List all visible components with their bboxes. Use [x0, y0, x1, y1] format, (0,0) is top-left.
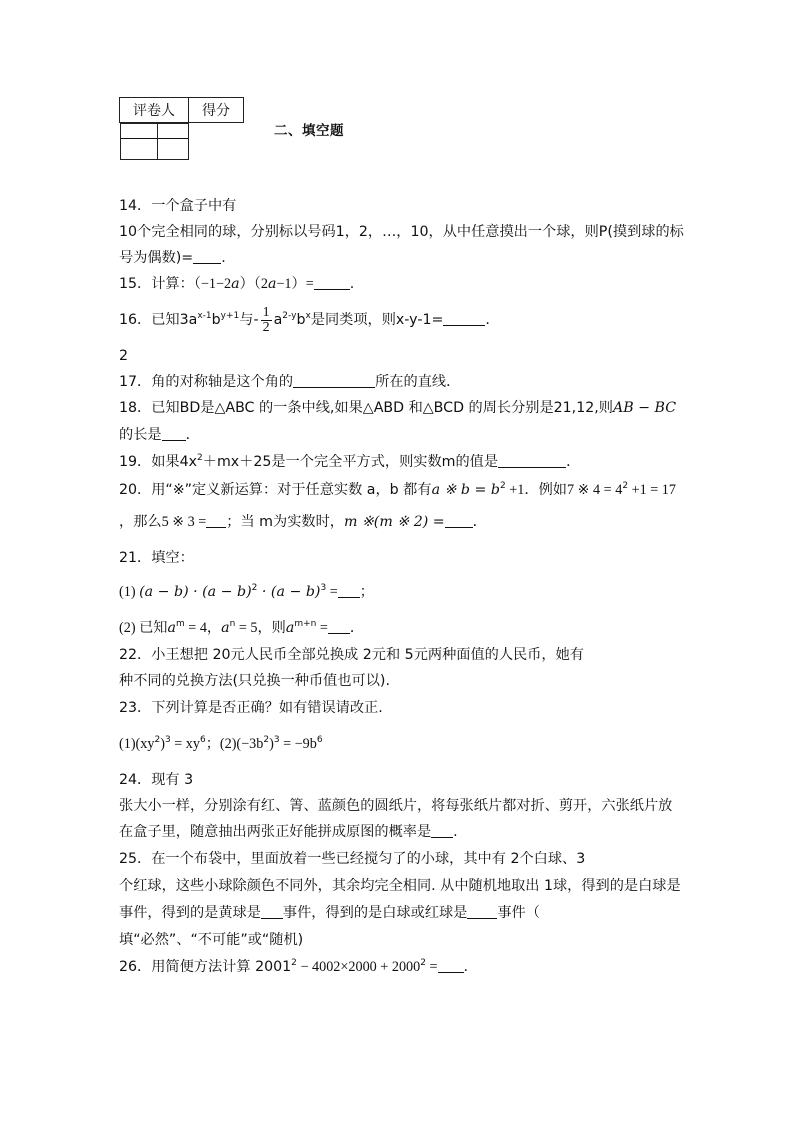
q22-line2: 种不同的兑换方法(只兑换一种币值也可以).: [119, 673, 390, 689]
q21-p1-label: (1): [119, 584, 140, 600]
q19-text-a: 19．如果4x: [119, 454, 198, 470]
q24-period: .: [453, 824, 458, 840]
q23-part1-b: ): [160, 736, 165, 752]
q25-text-c: 事件（: [497, 905, 540, 921]
q20-example: 7 ※ 4 = 4: [566, 482, 623, 498]
q21-p2-label: (2) 已知: [119, 620, 168, 636]
q23-exp1: 2: [154, 735, 161, 745]
q23-part2-b: ): [269, 736, 274, 752]
q23-line2: [119, 734, 323, 754]
q16-text-e: b: [296, 312, 306, 328]
q21-p1-eq: =: [326, 584, 338, 600]
q15-var-a: a: [231, 276, 240, 292]
q26-exp2: 2: [420, 958, 426, 968]
q21-p2-exp2: n: [229, 619, 236, 629]
q21-p2-eq: =: [316, 620, 328, 636]
q23-exp2: 3: [164, 735, 171, 745]
q21-p2-exp1: m: [175, 619, 185, 629]
q15-text-g: −1）=: [276, 276, 314, 292]
q15-period: .: [349, 276, 355, 292]
q21-title: 21．填空：: [119, 550, 194, 566]
q25-answer-blank-2: [467, 903, 497, 919]
q23-exp4: 2: [263, 735, 270, 745]
q19-text-b: ＋mx＋25是一个完全平方式，则实数m的值是: [202, 454, 499, 470]
q24-line3: [119, 822, 458, 842]
q21-p2-val2: = 5，则: [235, 620, 286, 636]
q16-extra: 2: [119, 348, 129, 364]
q17-text-b: 所在的直线．: [375, 374, 461, 390]
q23-exp5: 3: [273, 735, 280, 745]
q23-exp3: 6: [199, 735, 206, 745]
q21-p2-val1: = 4，: [184, 620, 222, 636]
q15-var-a2: a: [267, 276, 277, 292]
q21-part2: [119, 618, 364, 638]
score-table-score-header: 得分: [189, 98, 244, 123]
q20-answer-blank-2: [445, 512, 473, 528]
q18-expr: AB − BC: [612, 400, 677, 416]
q25-text-a: 事件，得到的是黄球是: [119, 905, 261, 921]
q20-example-result: +1 = 17: [628, 482, 676, 498]
q23-part1-c: = xy: [170, 736, 200, 752]
q26-text-a: 26．用简便方法计算 2001: [119, 959, 292, 975]
q16-answer-blank: [443, 310, 485, 326]
q21-p2-answer-blank: [328, 618, 350, 634]
q20-def: a ※ b = b: [431, 482, 500, 498]
q21-p2-a3: a: [285, 620, 295, 636]
q20-line2: [119, 512, 487, 532]
q26-text-b: − 4002×2000 + 2000: [296, 959, 421, 975]
q25-line4: 填“必然”、“不可能”或“随机): [119, 932, 304, 948]
q21-p1-expr1: (a − b) · (a − b): [139, 584, 252, 600]
q26-text-c: =: [425, 959, 438, 975]
q14-line3: [119, 248, 226, 268]
q23-part2-a: ；(2)(−3b: [205, 736, 264, 752]
score-table-score-cell: [158, 124, 188, 160]
q16-exp4: x: [305, 311, 311, 321]
q14-text: 号为偶数)=: [119, 250, 194, 266]
q20-text-a: 20．用“※”定义新运算：对于任意实数 a，b 都有: [119, 482, 432, 498]
q16-text-c: 与-: [239, 312, 259, 328]
q14-answer-blank: [193, 248, 221, 264]
q20-answer-blank-1: [206, 512, 226, 528]
q26-line: [119, 957, 468, 977]
q20-line1: [119, 480, 676, 500]
q23-part2-c: = −9b: [279, 736, 317, 752]
q16-text-d: a: [273, 312, 283, 328]
q20-text-b: ，那么: [119, 514, 162, 530]
q16-frac-num: 1: [262, 304, 270, 320]
q24-line2: 张大小一样，分别涂有红、箐、蓝颜色的圆纸片，将每张纸片都对折、剪开，六张纸片放: [119, 798, 673, 814]
q16-exp1: x-1: [197, 311, 212, 321]
q19-period: ．: [566, 454, 581, 470]
q23-exp6: 6: [316, 735, 323, 745]
q26-exp1: 2: [291, 958, 297, 968]
q18-answer-blank: [162, 425, 186, 441]
q21-p1-answer-blank: [338, 582, 360, 598]
q23-part1-a: (1)(xy: [119, 736, 155, 752]
score-table-grader-cell: [120, 124, 158, 160]
q21-p2-exp3: m+n: [294, 619, 317, 629]
q20-example-label: ．例如: [524, 482, 567, 498]
q24-line1: 24．现有 3: [119, 772, 194, 788]
q19-exp: 2: [197, 453, 203, 463]
q20-expr1: 5 ※ 3 =: [161, 514, 207, 530]
q23-line1: 23．下列计算是否正确？如有错误请改正.: [119, 700, 383, 716]
q17-text-a: 17．角的对称轴是这个角的: [119, 374, 294, 390]
q16-fraction: [261, 306, 272, 335]
q16-text-b: b: [211, 312, 221, 328]
q25-line1: 25．在一个布袋中，里面放着一些已经搅匀了的小球，其中有 2个白球、3: [119, 851, 586, 867]
q26-answer-blank: [438, 957, 464, 973]
q16-period: .: [485, 312, 490, 328]
q21-part1: [119, 582, 374, 602]
q21-p1-semicolon: ；: [359, 584, 374, 600]
q24-answer-blank: [431, 822, 453, 838]
q15-answer-blank: [314, 274, 350, 290]
q14-line1: 14．一个盒子中有: [119, 198, 237, 214]
score-table: [119, 97, 244, 141]
q14-period: .: [221, 250, 226, 266]
q15-text-b: −1−2: [200, 276, 232, 292]
q15-text-a: 15．计算：（: [119, 276, 201, 292]
q16-text-a: 16．已知3a: [119, 312, 198, 328]
q15-text-d: ）（: [239, 276, 261, 292]
q18-text2: 的长是: [119, 427, 162, 443]
q17-line: [119, 372, 460, 392]
q19-answer-blank: [498, 452, 566, 468]
q20-exp2: 2: [622, 481, 629, 491]
q20-text-c: ；当 m为实数时，: [226, 514, 344, 530]
q18-text: 18．已知BD是△ABC 的一条中线,如果△ABD 和△BCD 的周长分别是21,12,则: [119, 400, 613, 416]
q25-line3: [119, 903, 540, 923]
q14-line2: 10个完全相同的球，分别标以号码1，2，…，10，从中任意摸出一个球，则P(摸到球的标: [119, 224, 684, 240]
q21-p2-a2: a: [221, 620, 230, 636]
q20-expr2: m ※(m ※ 2) =: [343, 514, 445, 530]
q15-text-e: 2: [260, 276, 268, 292]
q16-exp3: 2-y: [282, 311, 297, 321]
q26-period: .: [463, 959, 469, 975]
q17-answer-blank: [293, 372, 375, 388]
q18-period: ．: [185, 427, 200, 443]
q18-line2: [119, 425, 200, 445]
q20-period: ．: [472, 514, 487, 530]
q25-text-b: 事件，得到的是白球或红球是: [282, 905, 468, 921]
q19-line: [119, 452, 580, 472]
q20-plus1: +1: [505, 482, 525, 498]
q24-text: 在盒子里，随意抽出两张正好能拼成原图的概率是: [119, 824, 432, 840]
q16-text-f: 是同类项，则x-y-1=: [310, 312, 444, 328]
q18-line1: [119, 398, 676, 418]
section-title: 二、填空题: [274, 123, 344, 139]
q21-p1-exp2: 3: [320, 583, 327, 593]
q21-p2-a1: a: [167, 620, 176, 636]
q21-p1-exp1: 2: [251, 583, 258, 593]
q16-line: [119, 305, 490, 335]
q20-exp1: 2: [500, 481, 506, 491]
q21-p2-period: ．: [349, 620, 365, 636]
q25-line2: 个红球，这些小球除颜色不同外，其余均完全相同. 从中随机地取出 1球，得到的是白球是: [119, 878, 681, 894]
q16-frac-den: 2: [262, 319, 270, 335]
q21-p1-expr2: · (a − b): [257, 584, 321, 600]
q25-answer-blank-1: [261, 903, 283, 919]
score-table-grader-header: 评卷人: [120, 98, 189, 123]
q16-exp2: y+1: [220, 311, 240, 321]
q15-line: [119, 274, 354, 294]
q22-line1: 22．小王想把 20元人民币全部兑换成 2元和 5元两种面值的人民币，她有: [119, 647, 584, 663]
